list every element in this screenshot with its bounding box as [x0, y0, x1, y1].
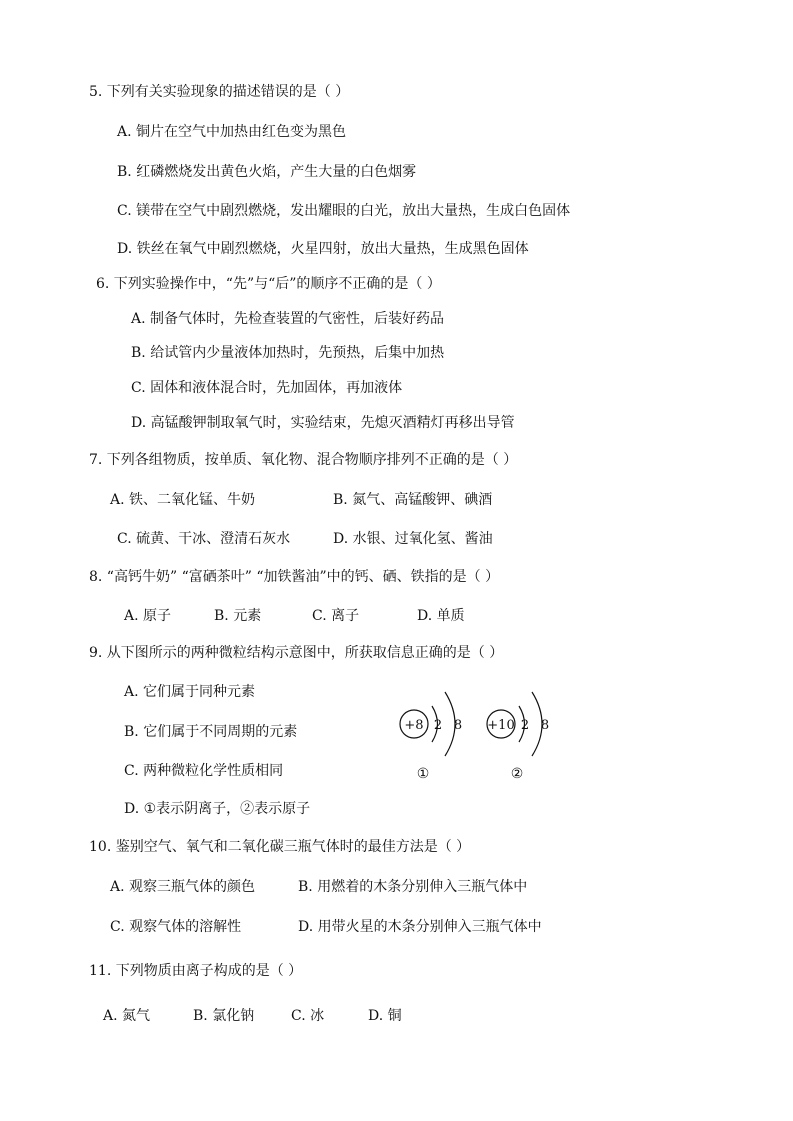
atom-label-1: ①: [416, 766, 430, 782]
q10-stem: 10. 鉴别空气、氧气和二氧化碳三瓶气体时的最佳方法是（ ）: [89, 839, 471, 855]
q10-option-d: D. 用带火星的木条分别伸入三瓶气体中: [298, 919, 542, 935]
nucleus-charge-1: +8: [404, 718, 424, 733]
atom-structure-diagram-2: [482, 688, 562, 788]
shell2-electrons-1: 8: [453, 718, 463, 733]
q7-option-b: B. 氮气、高锰酸钾、碘酒: [333, 492, 493, 508]
q5-option-d: D. 铁丝在氧气中剧烈燃烧，火星四射，放出大量热，生成黑色固体: [117, 241, 529, 257]
q10-option-b: B. 用燃着的木条分别伸入三瓶气体中: [298, 879, 528, 895]
q11-option-a: A. 氮气: [103, 1008, 151, 1024]
atom-structure-diagram-1: [395, 688, 475, 788]
q8-option-d: D. 单质: [417, 608, 465, 624]
q11-stem: 11. 下列物质由离子构成的是（ ）: [89, 963, 303, 979]
shell1-electrons-2: 2: [520, 718, 530, 733]
q5-option-c: C. 镁带在空气中剧烈燃烧，发出耀眼的白光，放出大量热，生成白色固体: [117, 203, 571, 219]
shell1-electrons-1: 2: [433, 718, 443, 733]
q6-option-b: B. 给试管内少量液体加热时，先预热，后集中加热: [131, 345, 445, 361]
q7-stem: 7. 下列各组物质，按单质、氧化物、混合物顺序排列不正确的是（ ）: [89, 452, 518, 468]
q5-option-b: B. 红磷燃烧发出黄色火焰，产生大量的白色烟雾: [117, 164, 417, 180]
nucleus-charge-2: +10: [487, 718, 515, 733]
q8-option-c: C. 离子: [312, 608, 360, 624]
q9-option-b: B. 它们属于不同周期的元素: [124, 724, 298, 740]
q9-option-a: A. 它们属于同种元素: [124, 684, 256, 700]
q7-option-a: A. 铁、二氧化锰、牛奶: [110, 492, 256, 508]
q9-stem: 9. 从下图所示的两种微粒结构示意图中，所获取信息正确的是（ ）: [89, 645, 504, 661]
q6-option-d: D. 高锰酸钾制取氧气时，实验结束，先熄灭酒精灯再移出导管: [131, 415, 515, 431]
q6-option-a: A. 制备气体时，先检查装置的气密性，后装好药品: [131, 311, 445, 327]
q10-option-c: C. 观察气体的溶解性: [110, 919, 242, 935]
q9-option-c: C. 两种微粒化学性质相同: [124, 763, 284, 779]
shell2-electrons-2: 8: [540, 718, 550, 733]
q6-option-c: C. 固体和液体混合时，先加固体，再加液体: [131, 380, 403, 396]
q8-stem: 8. “高钙牛奶” “富硒茶叶” “加铁酱油”中的钙、硒、铁指的是（ ）: [89, 569, 500, 585]
q7-option-d: D. 水银、过氧化氢、酱油: [333, 531, 493, 547]
q9-option-d: D. ①表示阴离子，②表示原子: [124, 801, 311, 817]
q6-stem: 6. 下列实验操作中，“先”与“后”的顺序不正确的是（ ）: [96, 276, 441, 292]
q8-option-b: B. 元素: [214, 608, 262, 624]
atom-label-2: ②: [510, 766, 524, 782]
q11-option-b: B. 氯化钠: [193, 1008, 255, 1024]
q5-stem: 5. 下列有关实验现象的描述错误的是（ ）: [89, 84, 350, 100]
q11-option-c: C. 冰: [291, 1008, 325, 1024]
q11-option-d: D. 铜: [368, 1008, 402, 1024]
q10-option-a: A. 观察三瓶气体的颜色: [110, 879, 256, 895]
q5-option-a: A. 铜片在空气中加热由红色变为黑色: [117, 124, 347, 140]
q8-option-a: A. 原子: [124, 608, 172, 624]
q7-option-c: C. 硫黄、干冰、澄清石灰水: [117, 531, 291, 547]
